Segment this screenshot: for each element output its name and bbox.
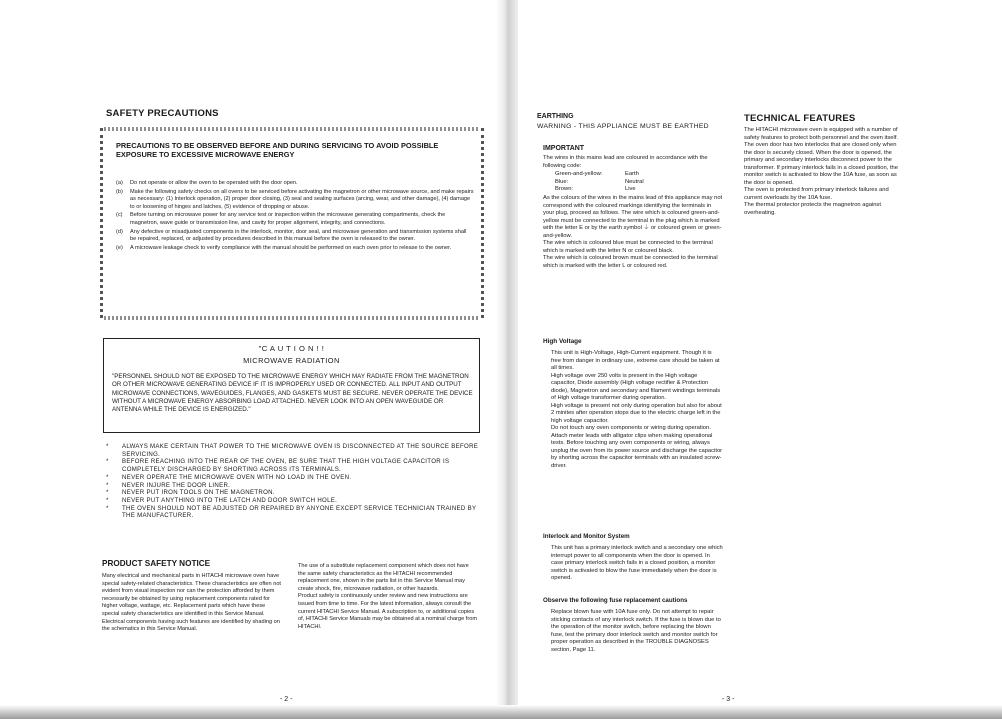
caution-title: "C A U T I O N ! !	[258, 344, 325, 353]
warning-bullet: * NEVER PUT ANYTHING INTO THE LATCH AND DOOR SWITCH HOLE.	[106, 496, 338, 504]
interlock-heading: Interlock and Monitor System	[543, 533, 630, 540]
caution-subtitle: MICROWAVE RADIATION	[243, 356, 340, 365]
caution-box	[103, 338, 480, 433]
precaution-item: (e) A microwave leakage check to verify compliance with the manual should be performed on each oven prior to release to the owner.	[116, 244, 452, 251]
scan-bottom-shadow	[0, 705, 1002, 719]
product-safety-col1: Many electrical and mechanical parts in HITACHI microwave oven have special safety-related characteristics. These characteristics are often not evident from visual inspection nor can the protection afforded by them necessarily be obtained by using replacement components rated for higher voltage, wattage, etc. Replacement parts which have these special safety characteristics are identified in this Service Manual. Electrical components having such features are identified by shading on the schematics in this Service Manual.	[102, 573, 281, 633]
wire-row: Blue: Neutral	[555, 178, 644, 185]
precaution-item: (c) Before turning on microwave power for any service test or inspection within the microwave generating compartments, check the magnetron, wave guide or transmission line, and cavity for proper alignment, integrity, and connections.	[116, 212, 446, 226]
important-heading: IMPORTANT	[543, 145, 585, 152]
earthing-heading: EARTHING	[537, 113, 574, 120]
precaution-item: (d) Any defective or misadjusted components in the interlock, monitor, door seal, and microwave generation and transmission systems shall be repaired, replaced, or adjusted by procedures described in this manual before the oven is released to the owner.	[116, 228, 467, 243]
service-warnings-list	[106, 443, 481, 520]
safety-precautions-heading: SAFETY PRECAUTIONS	[106, 108, 219, 119]
important-body: As the colours of the wires in the mains lead of this appliance may not correspond with the coloured markings identifying the terminals in your plug, proceed as follows. The wire which is coloured green-and-yellow must be connected to the terminal in the plug which is marked with the letter E or by the earth symbol ⏚ or coloured green or green-and-yellow. The wire which is coloured blue must be connected to the terminal which is marked with the letter N or coloured black. The wire which is coloured brown must be connected to the terminal which is marked with the letter L or coloured red.	[543, 195, 723, 269]
technical-features-body: The HITACHI microwave oven is equipped with a number of safety features to protect both personnel and the oven itself. The oven door has two interlocks that are closed only when the door is securely closed. When the door is opened, the primary and secondary interlocks disconnect power to the transformer. If primary interlock fails in a closed position, the monitor switch is activated to blow the 10A fuse, as soon as the door is opened. The oven is protected from primary interlock failures and current overloads by the 10A fuse. The thermal protector protects the magnetron against overheating.	[744, 127, 899, 216]
precautions-title: PRECAUTIONS TO BE OBSERVED BEFORE AND DURING SERVICING TO AVOID POSSIBLE EXPOSURE TO EXCESSIVE MICROWAVE ENERGY	[116, 141, 439, 159]
product-safety-heading: PRODUCT SAFETY NOTICE	[102, 559, 211, 568]
important-intro: The wires in this mains lead are coloured in accordance with the following code:	[543, 155, 708, 169]
page-gutter	[496, 0, 518, 719]
technical-features-heading: TECHNICAL FEATURES	[744, 113, 856, 124]
high-voltage-body: This unit is High-Voltage, High-Current equipment. Though it is free from danger in ordinary use, extreme care should be taken at all times. High voltage over 250 volts is present in the High voltage capacitor, Diode assembly (High voltage rectifier & Protection diode), Magnetron and secondary and filament windings terminals of High voltage transformer during operation. High voltage is present not only during operation but also for about 2 minites after operation stops due to the electric charge left in the high voltage capacitor. Do not touch any oven components or wiring during operation. Attach meter leads with alligator clips when making operational tests. Before touching any oven components or wiring, always unplug the oven from its power source and discharge the capacitor by shorting across the capacitor terminals with an insulated screw-driver.	[551, 350, 723, 469]
warning-bullet: * THE OVEN SHOULD NOT BE ADJUSTED OR REPAIRED BY ANYONE EXCEPT SERVICE TECHNICIAN TRAINED BY THE MANUFACTURER.	[106, 504, 477, 520]
warning-bullet: * ALWAYS MAKE CERTAIN THAT POWER TO THE MICROWAVE OVEN IS DISCONNECTED AT THE SOURCE BEFORE SERVICING.	[106, 443, 479, 458]
wire-code-table	[555, 171, 695, 194]
wire-row: Brown: Live	[555, 186, 636, 192]
high-voltage-heading: High Voltage	[543, 338, 582, 345]
page-number-right: - 3 -	[722, 696, 735, 703]
precaution-item: (b) Make the following safety checks on all ovens to be serviced before activating the magnetron or other microwave source, and make repairs as necessary: (1) Interlock operation, (2) proper door closing, (3) seal and sealing surfaces (arcing, wear, and other damage), (4) damage to or loosening of hinges and latches, (5) evidence of dropping or abuse.	[116, 188, 474, 210]
warning-bullet: * BEFORE REACHING INTO THE REAR OF THE OVEN, BE SURE THAT THE HIGH VOLTAGE CAPACITOR IS COMPLETELY DISCHARGED BY SHORTING ACROSS ITS TERMINALS.	[106, 458, 450, 474]
warning-bullet: * NEVER INJURE THE DOOR LINER.	[106, 481, 231, 489]
fuse-cautions-heading: Observe the following fuse replacement cautions	[543, 597, 688, 604]
precautions-list	[116, 180, 474, 253]
fuse-cautions-body: Replace blown fuse with 10A fuse only. Do not attempt to repair sticking contacts of any interlock switch. If the fuse is blown due to the operation of the monitor switch, before replacing the blown fuse, test the primary door interlock switch and monitor switch for proper operation as described in the TROUBLE DIAGNOSES section, Page 11.	[551, 609, 721, 653]
warning-bullet: * NEVER OPERATE THE MICROWAVE OVEN WITH NO LOAD IN THE OVEN.	[106, 473, 352, 481]
interlock-body: This unit has a primary interlock switch and a secondary one which interrupt power to all components when the door is opened. In case primary interlock switch fails in a closed position, a monitor switch is activated to blow the fuse immediately when the door is opened.	[551, 545, 723, 581]
page-number-left: - 2 -	[280, 696, 293, 703]
earthing-warning: WARNING - THIS APPLIANCE MUST BE EARTHED	[537, 123, 709, 130]
product-safety-col2: The use of a substitute replacement component which does not have the same safety characteristics as the HITACHI recommended replacement one, shown in the parts list in this Service Manual may create shock, fire, microwave radiation, or other hazards. Product safety is continuously under review and new instructions are issued from time to time. For the latest information, always consult the current HITACHI Service Manual. A subscription to, or additional copies of, HITACHI Service Manuals may be obtained at a nominal charge from HITACHI.	[298, 563, 477, 630]
wire-row: Green-and-yellow: Earth	[555, 171, 639, 177]
caution-body: "PERSONNEL SHOULD NOT BE EXPOSED TO THE MICROWAVE ENERGY WHICH MAY RADIATE FROM THE MAGNETRON OR OTHER MICROWAVE GENERATING DEVICE IF IT IS IMPROPERLY USED OR CONNECTED. ALL INPUT AND OUTPUT MICROWAVE CONNECTIONS, WAVEGUIDES, FLANGES, AND GASKETS MUST BE SECURE. NEVER OPERATE THE DEVICE WITHOUT A MICROWAVE ENERGY ABSORBING LOAD ATTACHED. NEVER LOOK INTO AN OPEN WAVEGUIDE OR ANTENNA WHILE THE DEVICE IS ENERGIZED."	[112, 373, 473, 414]
precaution-item: (a) Do not operate or allow the oven to be operated with the door open.	[116, 180, 298, 186]
bottom-wavy-rule	[104, 316, 478, 320]
warning-bullet: * NEVER PUT IRON TOOLS ON THE MAGNETRON.	[106, 489, 275, 497]
